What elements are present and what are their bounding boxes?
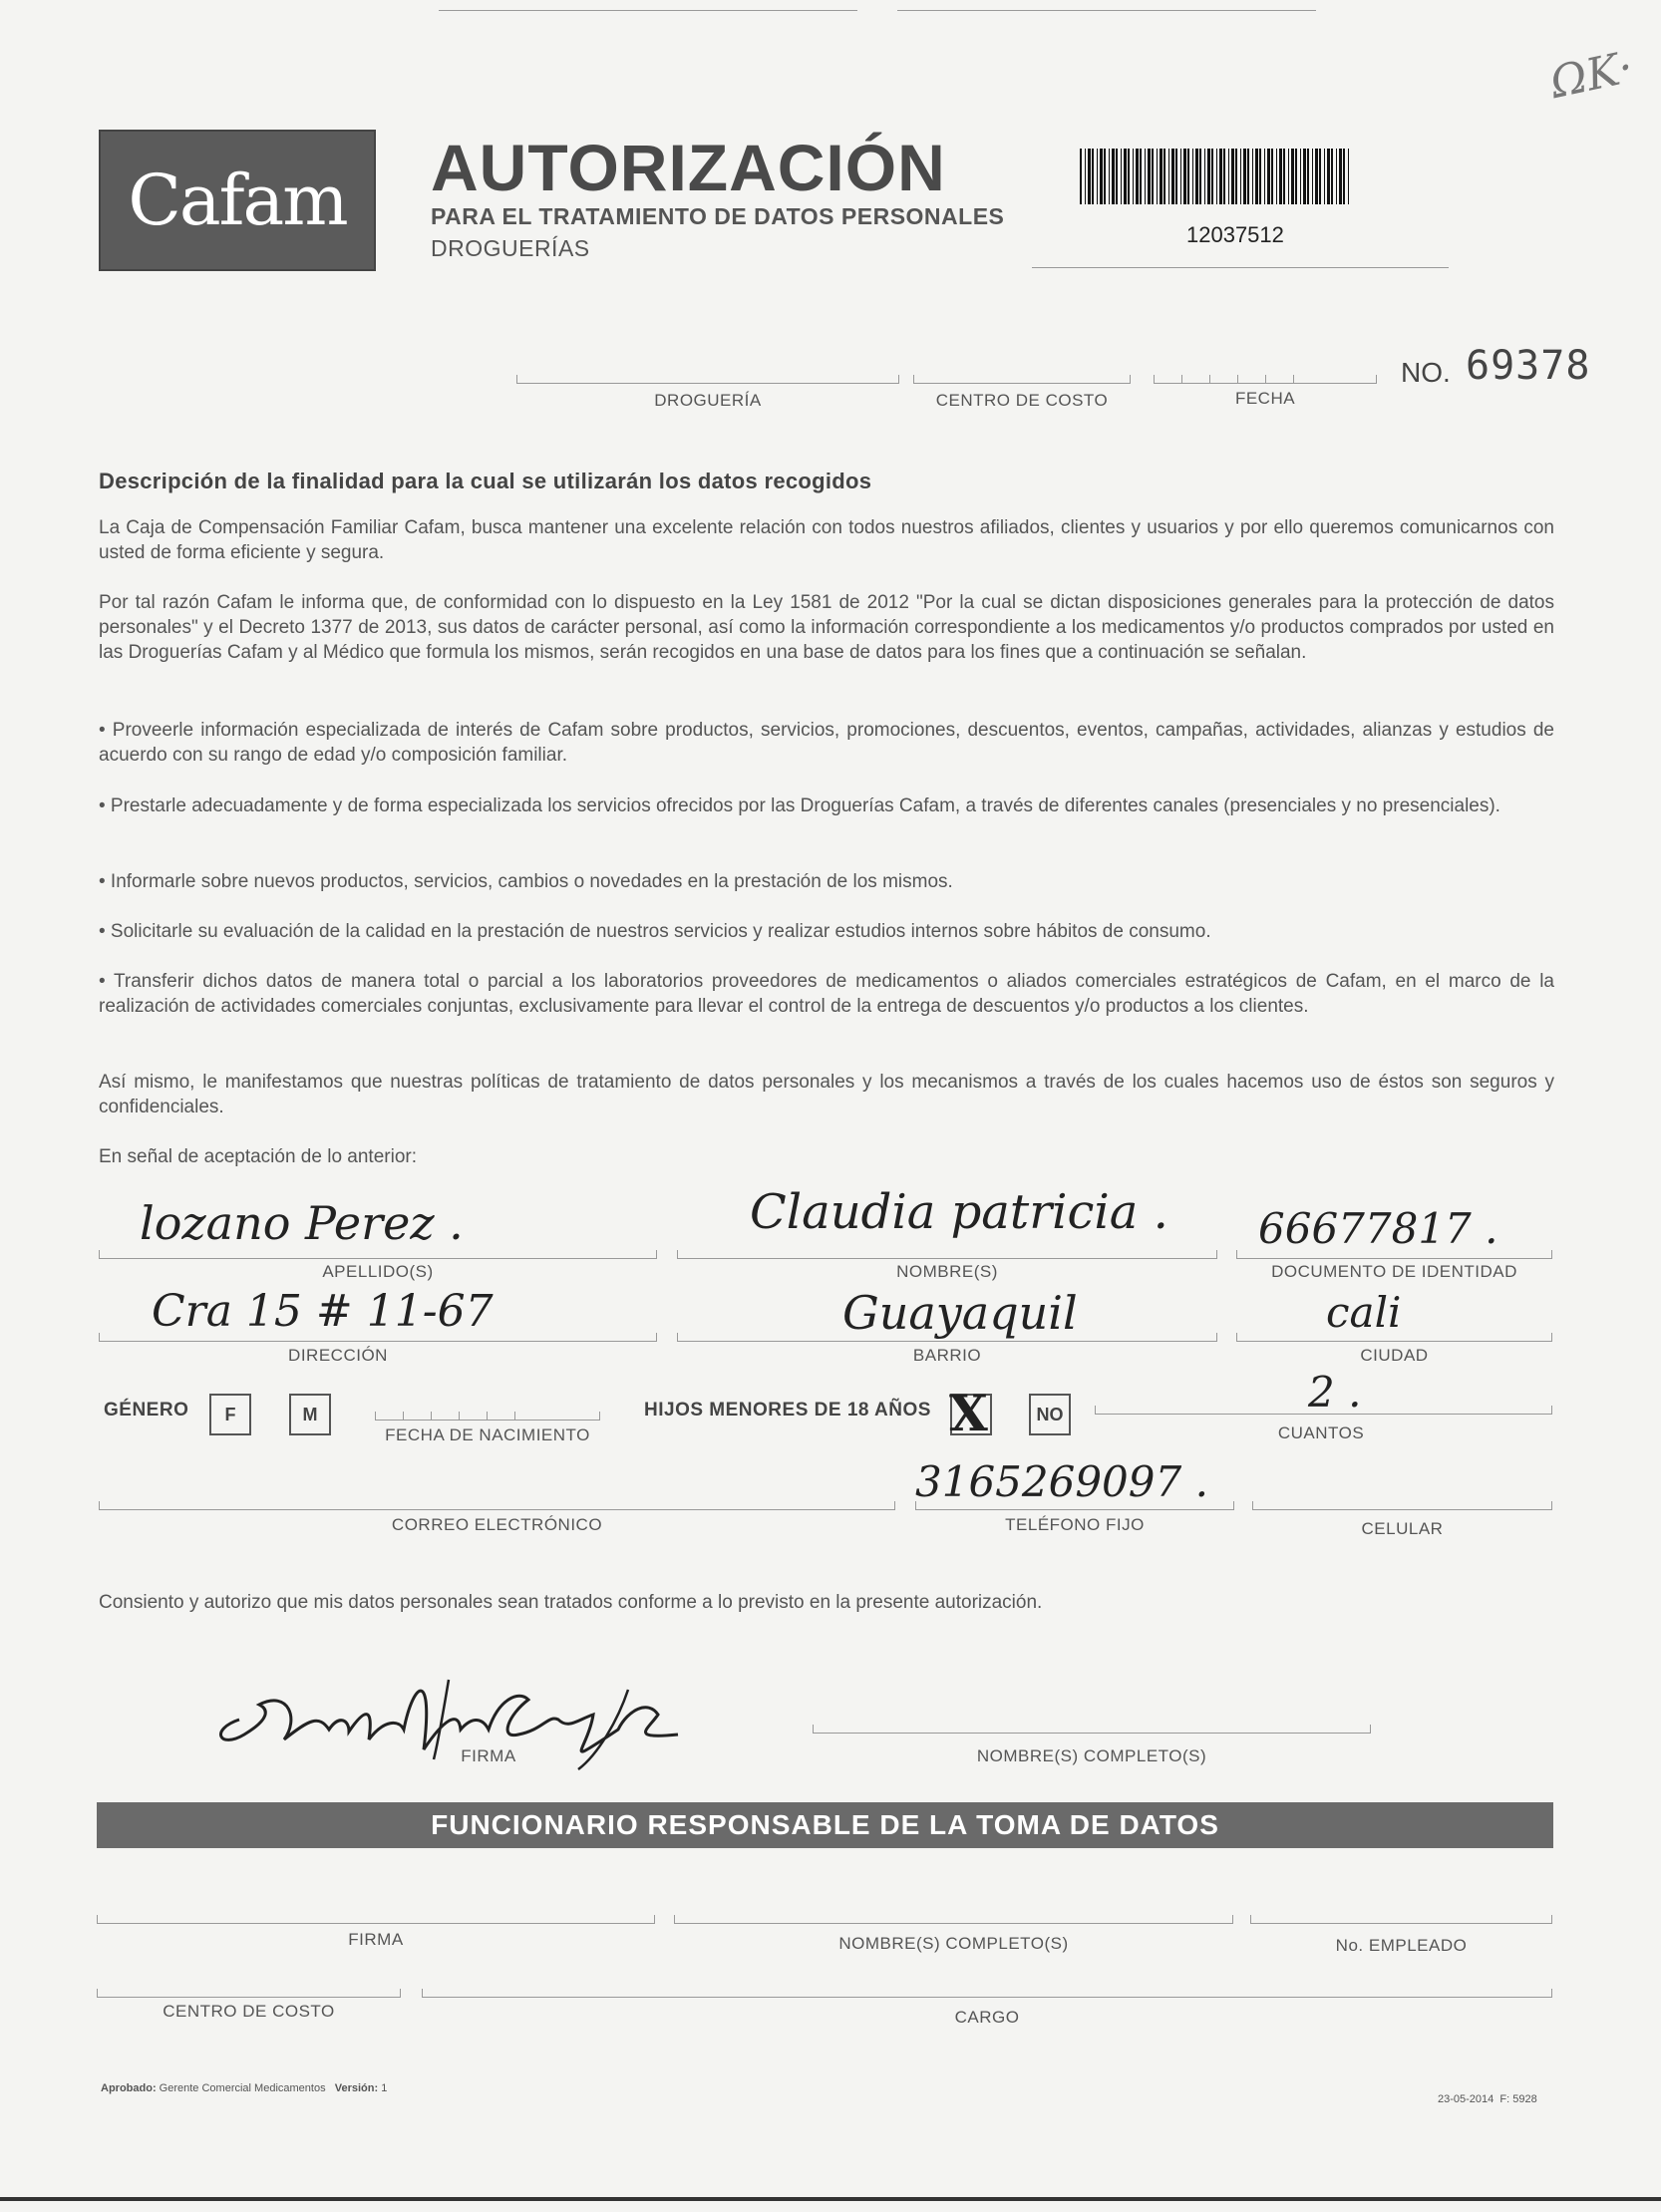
hijos-si-mark: X	[949, 1384, 988, 1442]
barcode-bar	[1252, 149, 1253, 204]
fecha-line	[1154, 383, 1377, 384]
apellidos-line	[99, 1258, 657, 1259]
barcode-bar	[1235, 149, 1237, 204]
barcode-bar	[1348, 149, 1349, 204]
document-title: AUTORIZACIÓN	[431, 131, 946, 204]
barcode-bar	[1291, 149, 1294, 204]
nacimiento-line	[375, 1420, 600, 1421]
bullet-2: • Prestarle adecuadamente y de forma especializada los servicios ofrecidos por las Droguerías Cafam, a través de diferentes canales (presenciales y no presenciales).	[99, 795, 1500, 816]
barcode-bar	[1204, 149, 1205, 204]
genero-f-checkbox[interactable]: F	[209, 1394, 251, 1435]
staff-empleado-line	[1250, 1923, 1552, 1924]
correo-label: CORREO ELECTRÓNICO	[391, 1515, 603, 1534]
documento-value: 66677817 .	[1258, 1204, 1498, 1253]
staff-section-banner: FUNCIONARIO RESPONSABLE DE LA TOMA DE DATOS	[97, 1802, 1553, 1848]
section-title: Descripción de la finalidad para la cual se utilizarán los datos recogidos	[99, 469, 872, 493]
barcode-bar	[1199, 149, 1201, 204]
nombres-label: NOMBRE(S)	[896, 1262, 998, 1281]
barcode-bar	[1152, 149, 1154, 204]
nombre-completo-label: NOMBRE(S) COMPLETO(S)	[976, 1746, 1207, 1765]
centro-costo-line	[913, 383, 1131, 384]
bullet-1: • Proveerle información especializada de interés de Cafam sobre productos, servicios, promociones, descuentos, eventos, campañas, actividades, alianzas y estudios de acuerdo con su rango de edad y/o composición familiar.	[99, 720, 1554, 766]
barcode-bar	[1315, 149, 1318, 204]
genero-m-checkbox[interactable]: M	[289, 1394, 331, 1435]
documento-line	[1236, 1258, 1552, 1259]
telefono-line	[915, 1509, 1234, 1510]
barcode-bar	[1187, 149, 1189, 204]
barcode-bar	[1231, 149, 1234, 204]
staff-nombre-line	[674, 1923, 1233, 1924]
barcode-bar	[1192, 149, 1193, 204]
barcode-bar	[1148, 149, 1151, 204]
barcode-bar	[1080, 149, 1082, 204]
barcode-bar	[1223, 149, 1225, 204]
cuantos-value: 2 .	[1308, 1368, 1362, 1417]
scan-artifact-line	[439, 10, 857, 11]
barcode-bar	[1331, 149, 1333, 204]
celular-label: CELULAR	[1361, 1519, 1444, 1538]
barcode-underline	[1032, 267, 1449, 268]
apellidos-label: APELLIDO(S)	[322, 1262, 434, 1281]
barcode-bar	[1247, 149, 1249, 204]
drogueria-line	[516, 383, 899, 384]
barcode-bar	[1216, 149, 1217, 204]
direccion-label: DIRECCIÓN	[288, 1346, 388, 1365]
bullet-3: • Informarle sobre nuevos productos, servicios, cambios o novedades en la prestación de los mismos.	[99, 871, 953, 892]
barcode-bar	[1088, 149, 1091, 204]
ciudad-value: cali	[1326, 1288, 1402, 1337]
ciudad-line	[1236, 1341, 1552, 1342]
nombres-value: Claudia patricia .	[750, 1184, 1168, 1240]
barcode-bar	[1319, 149, 1321, 204]
barcode-bar	[1303, 149, 1306, 204]
form-number-label: NO.	[1401, 357, 1451, 388]
nombres-line	[677, 1258, 1217, 1259]
fecha-label: FECHA	[1234, 389, 1296, 408]
barcode-bar	[1171, 149, 1174, 204]
document-subtitle: PARA EL TRATAMIENTO DE DATOS PERSONALES	[431, 203, 1005, 229]
barcode-bar	[1267, 149, 1270, 204]
barcode-bar	[1264, 149, 1265, 204]
barcode-number: 12037512	[1186, 222, 1284, 247]
footer-form-code: F: 5928	[1499, 2093, 1537, 2105]
barcode-bar	[1104, 149, 1106, 204]
barcode-bar	[1168, 149, 1169, 204]
drogueria-label: DROGUERÍA	[654, 391, 762, 410]
barcode-bar	[1312, 149, 1313, 204]
staff-centro-label: CENTRO DE COSTO	[163, 2002, 335, 2021]
barcode-bar	[1288, 149, 1289, 204]
barcode-bar	[1097, 149, 1098, 204]
barcode-bar	[1271, 149, 1273, 204]
barrio-value: Guayaquil	[842, 1286, 1078, 1340]
paragraph-4: En señal de aceptación de lo anterior:	[99, 1146, 417, 1167]
barcode-bar	[1295, 149, 1297, 204]
barcode-bar	[1100, 149, 1103, 204]
staff-firma-line	[97, 1923, 655, 1924]
barcode-bar	[1133, 149, 1134, 204]
barcode-bar	[1207, 149, 1210, 204]
version-label: Versión:	[334, 2082, 379, 2094]
apellidos-value: lozano Perez .	[140, 1196, 464, 1250]
barcode-bar	[1157, 149, 1158, 204]
hijos-label: HIJOS MENORES DE 18 AÑOS	[644, 1400, 931, 1421]
barcode-bar	[1240, 149, 1241, 204]
centro-costo-label: CENTRO DE COSTO	[935, 391, 1109, 410]
barcode-bar	[1283, 149, 1285, 204]
corner-handwritten-mark: ΩΚ·	[1545, 41, 1638, 110]
barcode-bar	[1136, 149, 1139, 204]
barcode-bar	[1121, 149, 1122, 204]
scan-bottom-edge	[0, 2197, 1661, 2201]
consent-text: Consiento y autorizo que mis datos personales sean tratados conforme a lo previsto en la presente autorización.	[99, 1592, 1043, 1613]
barcode-bar	[1300, 149, 1301, 204]
barcode-bar	[1219, 149, 1222, 204]
footer-approval	[101, 2082, 387, 2094]
barcode-bar	[1307, 149, 1309, 204]
paragraph-1: La Caja de Compensación Familiar Cafam, busca mantener una excelente relación con todos nuestros afiliados, clientes y usuarios y por ello queremos comunicarnos con usted de forma eficiente y segura.	[99, 517, 1554, 563]
bullet-4: • Solicitarle su evaluación de la calidad en la prestación de nuestros servicios y realizar estudios internos sobre hábitos de consumo.	[99, 921, 1211, 942]
barcode-bar	[1145, 149, 1146, 204]
staff-empleado-label: No. EMPLEADO	[1335, 1936, 1468, 1955]
aprobado-value: Gerente Comercial Medicamentos	[159, 2082, 326, 2094]
bullet-5: • Transferir dichos datos de manera total o parcial a los laboratorios proveedores de medicamentos o aliados comerciales estratégicos de Cafam, en el marco de la realización de actividades comerciales conjuntas, exclusivamente para llevar el control de la entrega de descuentos y/o productos a los clientes.	[99, 971, 1554, 1017]
footer-date: 23-05-2014	[1438, 2093, 1495, 2105]
barcode-bar	[1327, 149, 1330, 204]
aprobado-label: Aprobado:	[101, 2082, 157, 2094]
hijos-no-checkbox[interactable]: NO	[1029, 1394, 1071, 1435]
barcode-bar	[1183, 149, 1186, 204]
barcode-bar	[1116, 149, 1118, 204]
barcode-bar	[1124, 149, 1127, 204]
barcode-bar	[1243, 149, 1246, 204]
staff-centro-line	[97, 1997, 401, 1998]
paragraph-3: Así mismo, le manifestamos que nuestras políticas de tratamiento de datos personales y los mecanismos a través de los cuales hacemos uso de éstos son seguros y confidenciales.	[99, 1072, 1554, 1117]
direccion-value: Cra 15 # 11-67	[152, 1286, 494, 1337]
barcode-bar	[1228, 149, 1229, 204]
paragraph-2: Por tal razón Cafam le informa que, de conformidad con lo dispuesto en la Ley 1581 de 2012 "Por la cual se dictan disposiciones generales para la protección de datos personales" y el Decreto 1377 de 2013, sus datos de carácter personal, así como la información correspondiente a los medicamentos y/o productos comprados por usted en las Droguerías Cafam y al Médico que formula los mismos, serán recogidos en una base de datos para los fines que a continuación se señalan.	[99, 592, 1554, 663]
staff-firma-label: FIRMA	[348, 1930, 404, 1949]
barcode-bar	[1255, 149, 1258, 204]
footer-date-code	[1438, 2093, 1537, 2105]
telefono-value: 3165269097 .	[915, 1457, 1208, 1506]
barcode	[1080, 149, 1351, 204]
barcode-bar	[1140, 149, 1142, 204]
barcode-bar	[1128, 149, 1130, 204]
barcode-bar	[1160, 149, 1163, 204]
direccion-line	[99, 1341, 657, 1342]
version-value: 1	[381, 2082, 388, 2094]
barcode-bar	[1343, 149, 1345, 204]
telefono-label: TELÉFONO FIJO	[1005, 1515, 1145, 1534]
ciudad-label: CIUDAD	[1360, 1346, 1429, 1365]
barcode-bar	[1259, 149, 1261, 204]
barcode-bar	[1324, 149, 1325, 204]
barcode-bar	[1163, 149, 1165, 204]
scan-artifact-line	[897, 10, 1316, 11]
barcode-bar	[1112, 149, 1115, 204]
document-subtitle-2: DROGUERÍAS	[431, 235, 590, 261]
correo-line	[99, 1509, 895, 1510]
barcode-bar	[1092, 149, 1094, 204]
barcode-bar	[1195, 149, 1198, 204]
genero-label: GÉNERO	[104, 1400, 189, 1421]
nombre-completo-line	[813, 1733, 1371, 1734]
barcode-bar	[1276, 149, 1277, 204]
cuantos-label: CUANTOS	[1277, 1423, 1365, 1442]
documento-label: DOCUMENTO DE IDENTIDAD	[1271, 1262, 1517, 1281]
staff-cargo-label: CARGO	[954, 2008, 1020, 2027]
barcode-bar	[1339, 149, 1342, 204]
barcode-bar	[1279, 149, 1282, 204]
celular-line	[1252, 1509, 1552, 1510]
firma-label: FIRMA	[461, 1746, 516, 1765]
barcode-bar	[1085, 149, 1086, 204]
barrio-line	[677, 1341, 1217, 1342]
barcode-bar	[1180, 149, 1181, 204]
barcode-bar	[1211, 149, 1213, 204]
barcode-bar	[1336, 149, 1337, 204]
barrio-label: BARRIO	[912, 1346, 982, 1365]
barcode-bar	[1109, 149, 1110, 204]
staff-nombre-label: NOMBRE(S) COMPLETO(S)	[838, 1934, 1069, 1953]
form-number: 69378	[1466, 343, 1591, 389]
barcode-bar	[1175, 149, 1177, 204]
cafam-logo: Cafam	[99, 130, 376, 271]
staff-cargo-line	[422, 1997, 1552, 1998]
nacimiento-label: FECHA DE NACIMIENTO	[385, 1425, 590, 1444]
